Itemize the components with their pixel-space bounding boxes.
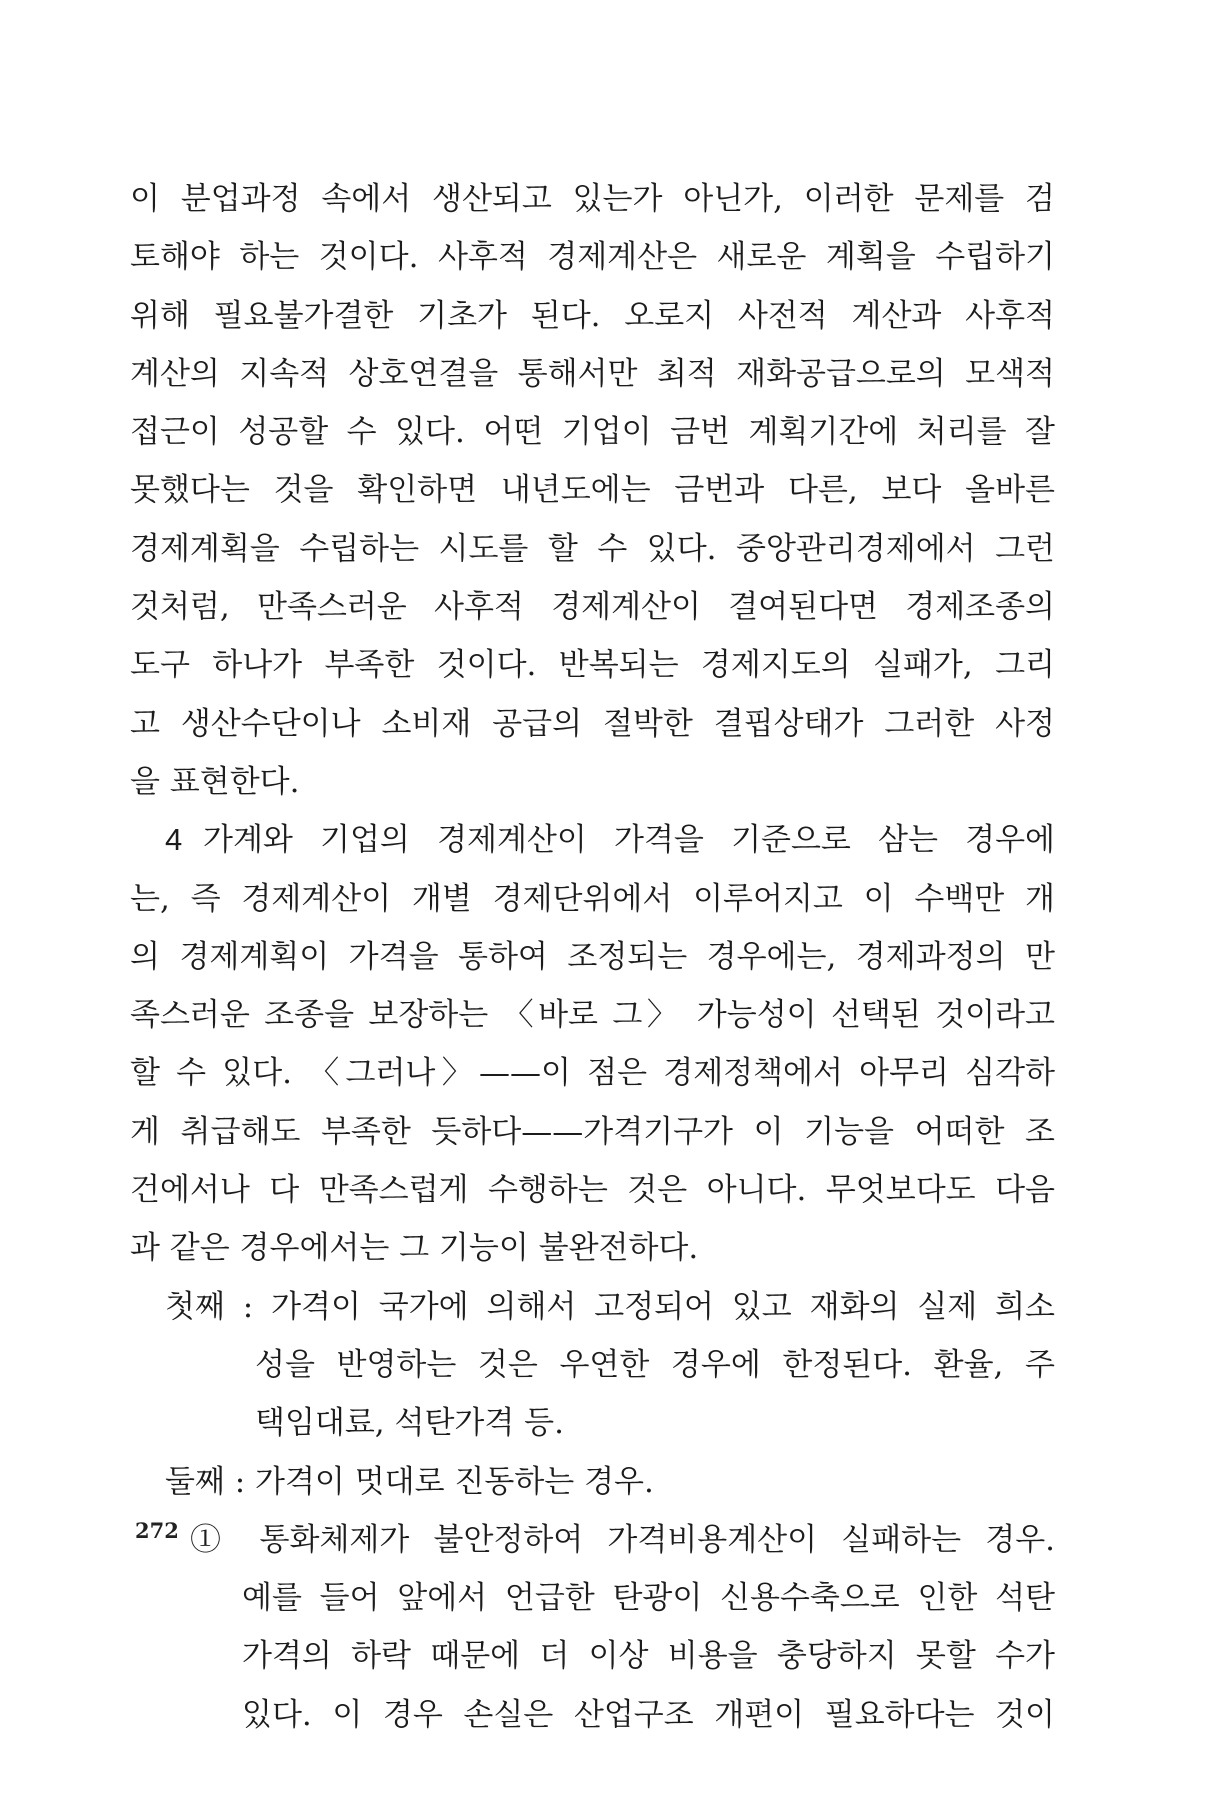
text-line: 건에서나 다 만족스럽게 수행하는 것은 아니다. 무엇보다도 다음 <box>130 1172 1055 1209</box>
sub-item-first: ① 통화체제가 불안정하여 가격비용계산이 실패하는 경우. <box>190 1521 1055 1558</box>
text-line: 과 같은 경우에서는 그 기능이 불완전하다. <box>130 1230 699 1267</box>
list-item-first: 첫째 : 가격이 국가에 의해서 고정되어 있고 재화의 실제 희소 <box>165 1288 1055 1325</box>
list-item-second: 둘째 : 가격이 멋대로 진동하는 경우. <box>165 1463 654 1500</box>
text-line: 고 생산수단이나 소비재 공급의 절박한 결핍상태가 그러한 사정 <box>130 705 1055 742</box>
text-line: 가계와 기업의 경제계산이 가격을 기준으로 삼는 경우에 <box>203 822 1055 859</box>
text-line: 이 분업과정 속에서 생산되고 있는가 아닌가, 이러한 문제를 검 <box>130 181 1055 217</box>
section-number: 4 <box>165 822 183 858</box>
text-line: 못했다는 것을 확인하면 내년도에는 금번과 다른, 보다 올바른 <box>130 472 1055 509</box>
body-text <box>130 170 1055 1744</box>
text-line: 할 수 있다. 〈그러나〉——이 점은 경제정책에서 아무리 심각하 <box>130 1055 1055 1092</box>
list-item-continuation: 성을 반영하는 것은 우연한 경우에 한정된다. 환율, 주 <box>255 1346 1055 1383</box>
text-line: 접근이 성공할 수 있다. 어떤 기업이 금번 계획기간에 처리를 잘 <box>130 414 1055 451</box>
text-line: 게 취급해도 부족한 듯하다——가격기구가 이 기능을 어떠한 조 <box>130 1113 1055 1150</box>
text-line: 토해야 하는 것이다. 사후적 경제계산은 새로운 계획을 수립하기 <box>130 239 1055 276</box>
sub-item-continuation: 예를 들어 앞에서 언급한 탄광이 신용수축으로 인한 석탄 <box>242 1580 1055 1617</box>
sub-item-continuation: 있다. 이 경우 손실은 산업구조 개편이 필요하다는 것이 <box>242 1696 1055 1733</box>
section-heading-line <box>130 811 1055 869</box>
text-line: 계산의 지속적 상호연결을 통해서만 최적 재화공급으로의 모색적 <box>130 355 1055 392</box>
text-line: 을 표현한다. <box>130 763 300 800</box>
list-item-continuation: 택임대료, 석탄가격 등. <box>255 1405 564 1442</box>
text-line: 도구 하나가 부족한 것이다. 반복되는 경제지도의 실패가, 그리 <box>130 647 1055 684</box>
text-line: 경제계획을 수립하는 시도를 할 수 있다. 중앙관리경제에서 그런 <box>130 530 1055 567</box>
page-number: 272 <box>135 1518 179 1543</box>
text-line: 족스러운 조종을 보장하는 〈바로 그〉 가능성이 선택된 것이라고 <box>130 997 1055 1034</box>
sub-item-continuation: 가격의 하락 때문에 더 이상 비용을 충당하지 못할 수가 <box>242 1638 1055 1675</box>
text-line: 것처럼, 만족스러운 사후적 경제계산이 결여된다면 경제조종의 <box>130 589 1055 626</box>
text-line: 의 경제계획이 가격을 통하여 조정되는 경우에는, 경제과정의 만 <box>130 938 1055 975</box>
text-line: 는, 즉 경제계산이 개별 경제단위에서 이루어지고 이 수백만 개 <box>130 880 1055 917</box>
text-line: 위해 필요불가결한 기초가 된다. 오로지 사전적 계산과 사후적 <box>130 297 1055 334</box>
